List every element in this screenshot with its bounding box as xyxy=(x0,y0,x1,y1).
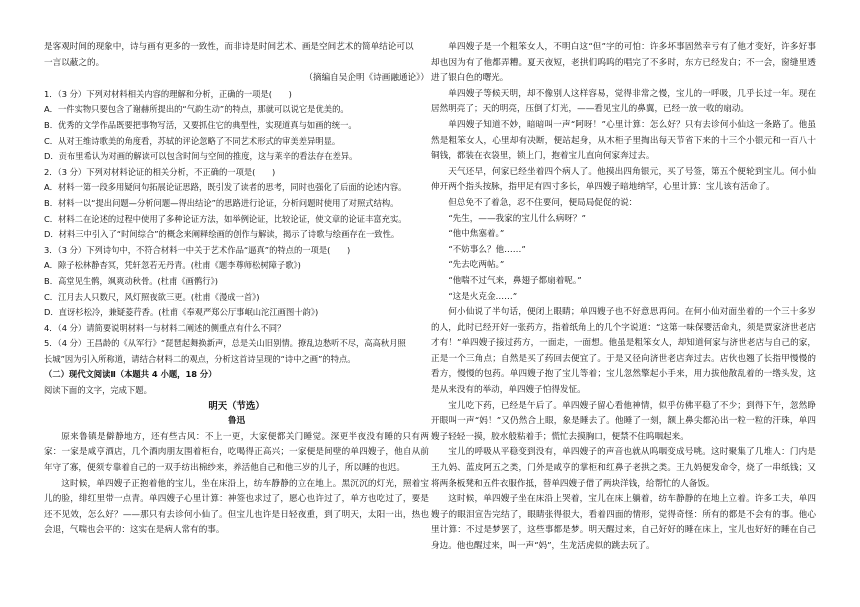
question-3-option-a: A．隙子松林静杳冥，凭轩忽若无丹青。(杜甫《题李尊师松树障子歌》) xyxy=(44,260,301,271)
question-1-option-a: A．一件实物只要包含了谢赫所提出的“气韵生动”的特点，那就可以说它是优美的。 xyxy=(44,104,349,115)
question-2-option-c: C．材料二在论述的过程中使用了多种论证方法，如举例论证，比较论证，使文章的论证丰富充实。 xyxy=(44,213,407,224)
question-3-option-c: C．江月去人只数尺，风灯照夜欲三更。(杜甫《漫成一首》) xyxy=(44,291,260,302)
question-2-stem: 2．（3 分）下列对材料论证的相关分析，不正确的一项是( ) xyxy=(44,166,276,177)
question-3-option-b: B．高堂见生鹘，飒爽动秋骨。(杜甫《画鹘行》) xyxy=(44,275,218,286)
question-2-option-d: D．材料三中引入了“时间综合”的概念来阐释绘画的创作与解读，揭示了诗歌与绘画存在一致性。 xyxy=(44,229,400,240)
question-2-option-a: A．材料一第一段多用疑问句拓展论证思路，既引发了读者的思考，同时也强化了后面的论述内容。 xyxy=(44,182,407,193)
story-author: 鲁迅 xyxy=(227,416,246,427)
dialogue-line: “先生，——我家的宝儿什么病呀？” xyxy=(448,213,586,224)
reading-instruction: 阅读下面的文字，完成下题。 xyxy=(44,385,152,396)
left-column xyxy=(44,40,429,539)
question-2-option-b: B．材料一以“提出问题—分析问题—得出结论”的思路进行论证，分析问题时使用了对照式结构。 xyxy=(44,197,399,208)
right-column xyxy=(431,40,816,555)
intro-line-2: 一言以蔽之的。 xyxy=(44,57,105,68)
story-paragraph: 单四嫂子知道不妙，暗暗叫一声“阿呀！”心里计算：怎么好？只有去诊何小仙这一条路了。他虽然是粗笨女人，心里却有决断，便站起身，从木柜子里掏出每天节省下来的十三个小银元和一百八十铜钱，都装在衣袋里，锁上门，抱着宝儿直向何家奔过去。 xyxy=(431,119,816,162)
question-1-option-c: C．从对王维诗歌美的角度看，苏轼的评论忽略了不同艺术形式的审美差异明显。 xyxy=(44,135,341,146)
story-paragraph: 宝儿的呼吸从平稳变到没有，单四嫂子的声音也就从呜咽变成号咷。这时聚集了几堆人：门内是王九妈、蓝皮阿五之类，门外是咸亨的掌柜和红鼻子老拱之类。王九妈便发命令，烧了一串纸钱；又将两条板凳和五件衣服作抵，替单四嫂子借了两块洋钱，给帮忙的人备饭。 xyxy=(431,447,816,489)
section-heading: （二）现代文阅读Ⅱ（本题共 4 小题，18 分） xyxy=(44,369,217,380)
dialogue-line: “不妨事么？他……” xyxy=(448,244,526,255)
story-paragraph: 何小仙说了半句话，便闭上眼睛；单四嫂子也不好意思再问。在何小仙对面坐着的一个三十多岁的人，此时已经开好一张药方，指着纸角上的几个字说道：“这第一味保婴活命丸，须是贾家济世老店才有！”单四嫂子接过药方，一面走，一面想。他虽是粗笨女人，却知道何家与济世老店与自己的家，正是一个三角点；自然是买了药回去便宜了。于是又径向济世老店奔过去。店伙也翘了长指甲慢慢的看方，慢慢的包药。单四嫂子抱了宝儿等着；宝儿忽然擎起小手来，用力拔他散乱着的一绺头发，这是从来没有的举动，单四嫂子怕得发怔。 xyxy=(431,307,816,396)
story-paragraph: 单四嫂子是一个粗笨女人，不明白这“但”字的可怕：许多坏事固然幸亏有了他才变好，许多好事却也因为有了他都弄糟。夏天夜短，老拱们呜呜的唱完了不多时，东方已经发白；不一会，窗缝里透进了银白色的曙光。 xyxy=(431,42,816,84)
question-5-line-1: 5．（4 分）王昌龄的《从军行》“琵琶起舞换新声，总是关山旧别情。撩乱边愁听不尽，高高秋月照 xyxy=(44,338,406,349)
question-4: 4．（4 分）请简要说明材料一与材料二阐述的侧重点有什么不同？ xyxy=(44,322,286,333)
dialogue-line: “他中焦塞着。” xyxy=(448,229,505,240)
story-title: 明天（节选） xyxy=(208,400,265,412)
story-paragraph: 天气还早，何家已经坐着四个病人了。他摸出四角银元，买了号签，第五个便轮到宝儿。何小仙伸开两个指头按脉，指甲足有四寸多长，单四嫂子暗地纳罕，心里计算：宝儿该有活命了。 xyxy=(431,166,816,193)
question-1-stem: 1．（3 分）下列对材料相关内容的理解和分析，正确的一项是( ) xyxy=(44,88,292,99)
story-paragraph: 这时候，单四嫂子坐在床沿上哭着，宝儿在床上躺着，纺车静静的在地上立着。许多工夫，单四嫂子的眼泪宣告完结了，眼睛张得很大，看着四面的情形，觉得奇怪：所有的都是不会有的事。他心里计算：不过是梦罢了，这些事都是梦。明天醒过来，自己好好的睡在床上，宝儿也好好的睡在自己身边。他也醒过来，叫一声“妈”，生龙活虎似的跳去玩了。 xyxy=(431,494,816,551)
story-paragraph: 原来鲁镇是僻静地方，还有些古风：不上一更，大家便都关门睡觉。深更半夜没有睡的只有两家：一家是咸亨酒店，几个酒肉朋友围着柜台，吃喝得正高兴；一家便是间壁的单四嫂子，他自从前年守了寡，便须专靠着自己的一双手纺出棉纱来，养活他自己和他三岁的儿子，所以睡的也迟。 xyxy=(44,431,429,474)
story-paragraph: 这时候，单四嫂子正抱着他的宝儿，坐在床沿上，纺车静静的立在地上。黑沉沉的灯光，照着宝儿的脸，绯红里带一点青。单四嫂子心里计算：神签也求过了，愿心也许过了，单方也吃过了，要是还不见效，怎么好？——那只有去诊何小仙了。但宝儿也许是日轻夜重，到了明天，太阳一出，热也会退，气喘也会平的：这实在是病人常有的事。 xyxy=(44,478,429,536)
story-paragraph: 但总免不了着急，忍不住要问，便局局促促的说： xyxy=(448,197,638,208)
question-1-option-d: D．贡布里希认为对画的解读可以包含时间与空间的推度，这与莱辛的看法存在差异。 xyxy=(44,151,358,162)
dialogue-line: “他喘不过气来，鼻翅子都扇着呢。” xyxy=(448,275,582,286)
question-3-option-d: D．直讶杉松冷，兼疑菱荇香。(杜甫《奉观严郑公厅事岷山沱江画图十韵》) xyxy=(44,307,319,318)
source-citation: （摘编自吴企明《诗画融通论》） xyxy=(304,73,429,84)
question-1-option-b: B．优秀的文学作品既要把事物写活，又要抓住它的典型性，实现道真与如画的统一。 xyxy=(44,119,357,130)
intro-line-1: 是客观时间的现象中，诗与画有更多的一致性，而非诗是时间艺术、画是空间艺术的简单结论可以 xyxy=(44,42,414,52)
story-paragraph: 宝儿吃下药，已经是午后了。单四嫂子留心看他神情，似乎仿佛平稳了不少；到得下午，忽然睁开眼叫一声“妈！”又仍然合上眼，象是睡去了。他睡了一刻，额上鼻尖都沁出一粒一粒的汗珠，单四嫂子轻轻一摸，胶水般粘着手；慌忙去摸胸口，便禁不住呜咽起来。 xyxy=(431,400,816,442)
question-5-line-2: 长城”因为引入所称道，请结合材料二的观点，分析这首诗呈现的“诗中之画”的特点。 xyxy=(44,353,356,364)
dialogue-line: “先去吃两帖。” xyxy=(448,260,505,271)
question-3-stem: 3．（3 分）下列诗句中，不符合材料一中关于艺术作品“逼真”的特点的一项是( ) xyxy=(44,244,351,255)
story-paragraph: 单四嫂子等候天明，却不像别人这样容易，觉得非常之慢，宝儿的一呼吸，几乎长过一年。现在居然明亮了；天的明亮，压倒了灯光，——看见宝儿的鼻翼，已经一放一收的扇动。 xyxy=(431,88,816,115)
dialogue-line: “这是火克金……” xyxy=(448,291,518,302)
